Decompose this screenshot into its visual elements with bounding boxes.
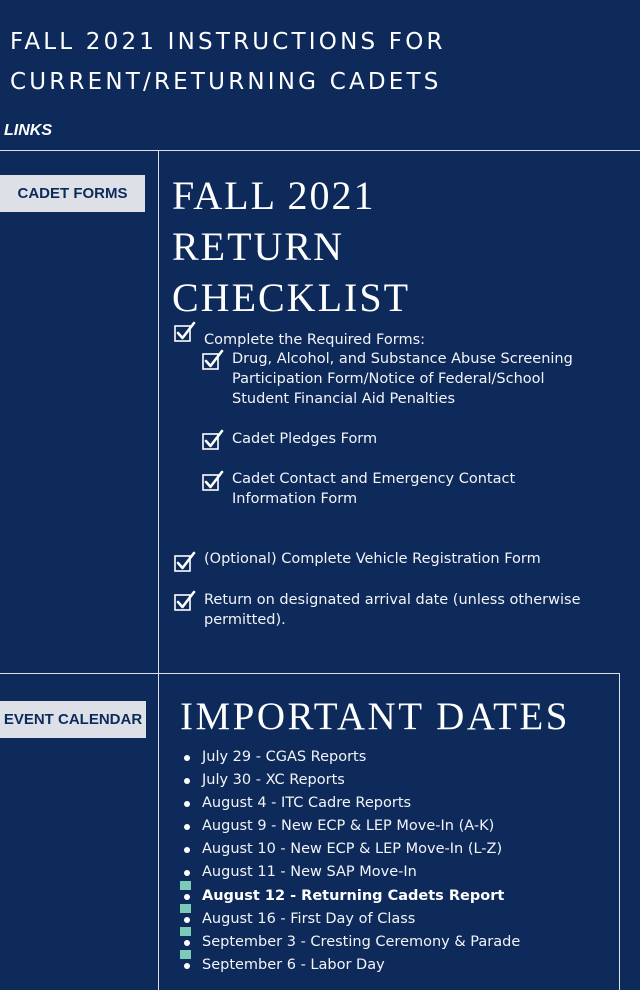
bullet-icon [184,824,190,830]
date-list-item [182,954,602,977]
event-calendar-link[interactable]: EVENT CALENDAR [0,701,146,738]
date-list-item [182,792,602,815]
date-item-text: September 6 - Labor Day [202,956,385,973]
date-item-text: August 4 - ITC Cadre Reports [202,795,412,812]
checkbox-checked-icon [174,551,196,573]
page-title [10,22,630,102]
bullet-icon [184,870,190,876]
bullet-icon [184,755,190,761]
bullet-icon [184,940,190,946]
cadet-forms-link[interactable]: CADET FORMS [0,175,145,212]
checkbox-checked-icon [202,429,224,451]
date-item-text: August 16 - First Day of Class [202,910,416,927]
checkbox-checked-icon [174,321,196,343]
bullet-icon [184,917,190,923]
checklist-item-text-line-3: Student Financial Aid Penalties [232,391,455,407]
checklist-item-text: Complete the Required Forms: [204,332,426,348]
date-list-item [182,769,602,792]
page-title-line-1: FALL 2021 INSTRUCTIONS FOR [10,29,446,55]
date-item-text: July 30 - XC Reports [202,772,345,789]
date-list-item-highlighted [182,885,602,908]
links-divider [0,150,640,151]
date-list-item [182,746,602,769]
checklist-title-line-1: FALL 2021 [172,173,376,218]
checklist-item-text-line-1: Drug, Alcohol, and Substance Abuse Screening [232,351,573,367]
checklist-title-line-3: CHECKLIST [172,275,410,320]
checkbox-checked-icon [202,470,224,492]
date-item-text: August 9 - New ECP & LEP Move-In (A-K) [202,818,495,835]
checkbox-checked-icon [174,590,196,612]
date-list-item [182,908,602,931]
bullet-icon [184,801,190,807]
bullet-icon [184,894,190,900]
checklist-item-text-line-2: Information Form [232,491,358,507]
checklist-item-text-line-2: Participation Form/Notice of Federal/School [232,371,545,387]
checklist-item-text: Cadet Pledges Form [232,431,378,447]
checklist-left-border [158,150,159,673]
section-divider [0,673,620,674]
checklist-title-line-2: RETURN [172,224,344,269]
decorative-teal-square [180,904,191,913]
checklist-item-text: (Optional) Complete Vehicle Registration Form [204,551,541,567]
bullet-icon [184,778,190,784]
date-list-item [182,838,602,861]
date-list-item [182,815,602,838]
checklist-item-text-line-2: permitted). [204,612,286,628]
date-item-text: July 29 - CGAS Reports [202,749,367,765]
important-dates-list [182,746,602,977]
bullet-icon [184,847,190,853]
date-list-item [182,861,602,884]
date-item-text: September 3 - Cresting Ceremony & Parade [202,933,521,950]
important-dates-title: IMPORTANT DATES [180,695,570,738]
decorative-teal-square [180,950,191,959]
decorative-teal-square [180,927,191,936]
date-item-text: August 10 - New ECP & LEP Move-In (L-Z) [202,841,503,858]
checklist-item-text-line-1: Cadet Contact and Emergency Contact [232,471,516,487]
decorative-teal-square [180,881,191,890]
links-label: LINKS [4,122,52,139]
checkbox-checked-icon [202,349,224,371]
checklist-item-text-line-1: Return on designated arrival date (unless otherwise [204,592,581,608]
page-title-line-2: CURRENT/RETURNING CADETS [10,69,442,95]
date-list-item [182,931,602,954]
bullet-icon [184,963,190,969]
checklist-title [172,170,410,323]
dates-left-border [158,673,159,990]
date-item-text: August 11 - New SAP Move-In [202,864,417,881]
date-item-text: August 12 - Returning Cadets Report [202,887,505,904]
dates-right-border [619,673,620,990]
